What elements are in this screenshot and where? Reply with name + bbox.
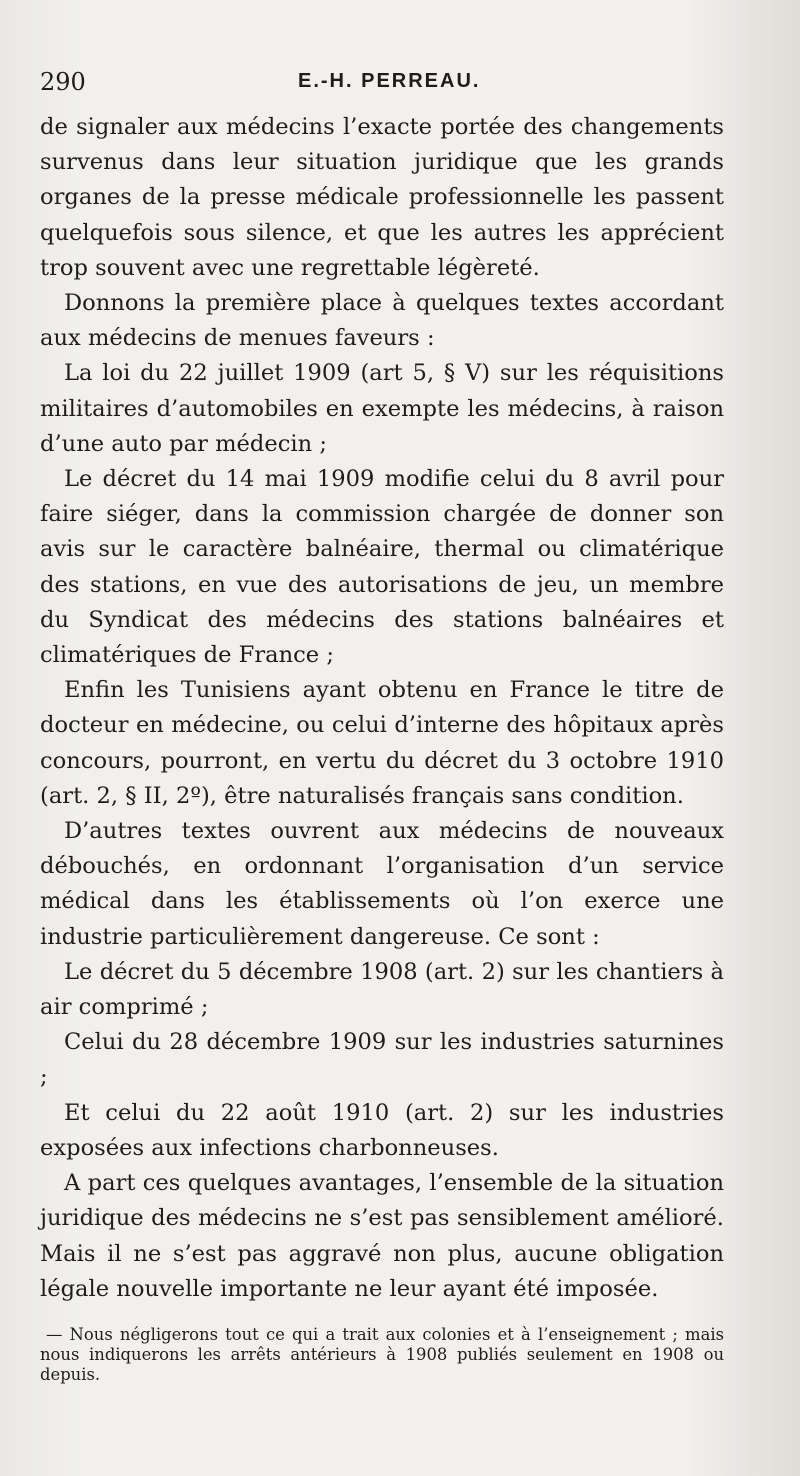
paragraph-conclusion: A part ces quelques avantages, l’ensemble de la situation juridique des médecins ne s’est pas sensiblement amélioré. Mais il ne s’est pas aggravé non plus, aucune obligation légale nouvelle importante ne leur ayant été imposée. bbox=[40, 1170, 724, 1302]
paragraph-intro-favors: Donnons la première place à quelques textes accordant aux médecins de menues faveurs : bbox=[40, 290, 724, 352]
page-number: 290 bbox=[40, 68, 86, 96]
body-text bbox=[40, 110, 724, 1307]
paragraph-decret-mai-1909: Le décret du 14 mai 1909 modifie celui du 8 avril pour faire siéger, dans la commission chargée de donner son avis sur le caractère balnéaire, thermal ou climatérique des stations, en vue des autorisations de jeu, un membre du Syndicat des médecins des stations balnéaires et climatériques de France ; bbox=[40, 466, 724, 669]
paragraph-charbonneuses: Et celui du 22 août 1910 (art. 2) sur les industries exposées aux infections charbonneuses. bbox=[40, 1099, 724, 1161]
paragraph-saturnines: Celui du 28 décembre 1909 sur les industries saturnines ; bbox=[40, 1029, 724, 1091]
running-head-author: E.-H. PERREAU. bbox=[298, 70, 481, 92]
paragraph-continuation: de signaler aux médecins l’exacte portée des changements survenus dans leur situation juridique que les grands organes de la presse médicale professionnelle les passent quelquefois sous silence, et que les autres les apprécient trop souvent avec une regrettable légèreté. bbox=[40, 114, 724, 281]
footnote: — Nous négligerons tout ce qui a trait aux colonies et à l’enseignement ; mais nous indiquerons les arrêts antérieurs à 1908 publiés seulement en 1908 ou depuis. bbox=[40, 1324, 724, 1384]
running-head bbox=[40, 64, 724, 104]
paragraph-tunisiens: Enfin les Tunisiens ayant obtenu en France le titre de docteur en médecine, ou celui d’interne des hôpitaux après concours, pourront, en vertu du décret du 3 octobre 1910 (art. 2, § II, 2º), être naturalisés français sans condition. bbox=[40, 677, 724, 809]
paragraph-air-comprime: Le décret du 5 décembre 1908 (art. 2) sur les chantiers à air comprimé ; bbox=[40, 958, 724, 1021]
paragraph-loi-requisitions: La loi du 22 juillet 1909 (art 5, § V) sur les réquisitions militaires d’automobiles en exempte les médecins, à raison d’une auto par médecin ; bbox=[40, 360, 724, 457]
paragraph-debouches: D’autres textes ouvrent aux médecins de nouveaux débouchés, en ordonnant l’organisation d’un service médical dans les établissements où l’on exerce une industrie particulièrement dangereuse. Ce sont : bbox=[40, 818, 724, 950]
